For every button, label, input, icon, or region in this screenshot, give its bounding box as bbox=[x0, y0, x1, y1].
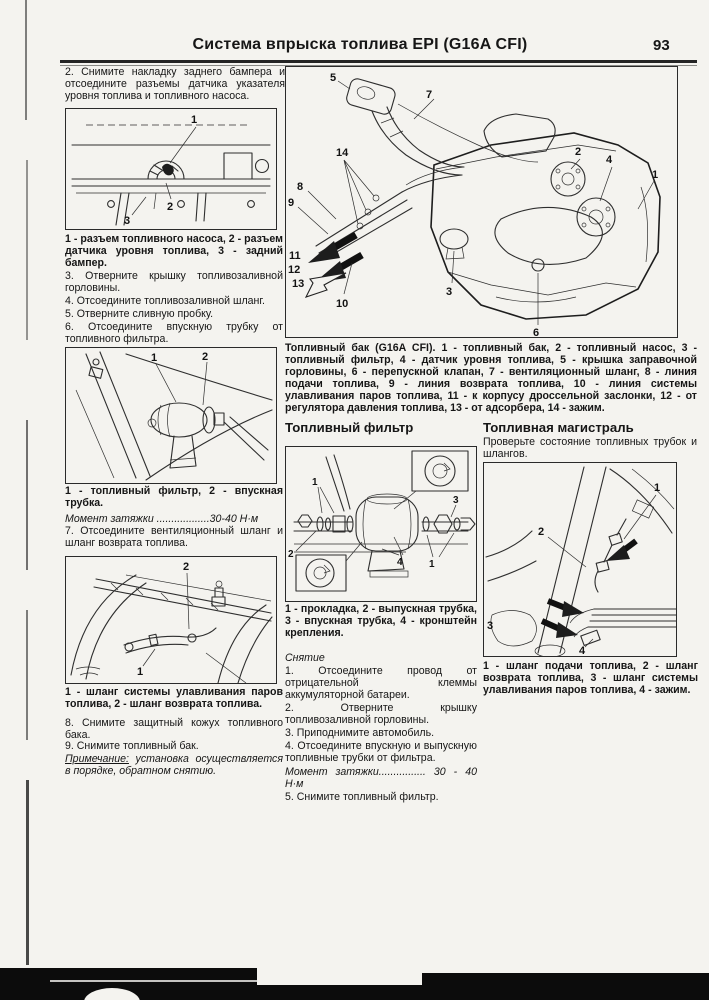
step-7: 7. Отсоедините вентиляционный шланг и шланг возврата топлива. bbox=[65, 525, 283, 550]
callout-label: 10 bbox=[336, 298, 349, 310]
fuel-filter-heading: Топливный фильтр bbox=[285, 420, 414, 435]
callout-label: 3 bbox=[487, 620, 494, 632]
fig-fuel-filter-detail bbox=[285, 446, 477, 602]
callout-label: 7 bbox=[426, 89, 433, 101]
removal-subheading: Снятие bbox=[285, 652, 325, 664]
page-title: Система впрыска топлива EPI (G16A CFI) bbox=[192, 36, 528, 53]
fig-fuel-tank bbox=[285, 66, 678, 338]
callout-label: 2 bbox=[575, 146, 582, 158]
step-8: 8. Снимите защитный кожух топливного бака. bbox=[65, 717, 283, 742]
callout-label: 4 bbox=[397, 557, 403, 568]
callout-label: 2 bbox=[167, 201, 174, 213]
fig-vapor-caption: 1 - шланг системы улавливания паров топлива, 2 - шланг возврата топлива. bbox=[65, 686, 283, 711]
callout-label: 3 bbox=[453, 495, 459, 506]
fig-fuel-filter-side bbox=[65, 347, 277, 484]
callout-label: 5 bbox=[330, 72, 337, 84]
filter-removal-steps bbox=[285, 665, 477, 804]
callout-label: 1 bbox=[137, 666, 144, 678]
fig-rear-bumper bbox=[65, 108, 277, 230]
note-label: Примечание: bbox=[65, 753, 129, 765]
callout-label: 1 bbox=[312, 477, 318, 488]
fuel-line-intro: Проверьте состояние топливных трубок и шлангов. bbox=[483, 436, 697, 461]
callout-label: 6 bbox=[533, 327, 540, 337]
step-2-paragraph: 2. Снимите накладку заднего бампера и отсоедините разъемы датчика указателя уровня топлива и топливного насоса. bbox=[65, 66, 285, 103]
step-5: 5. Отверните сливную пробку. bbox=[65, 308, 214, 321]
binding-line-segment bbox=[26, 610, 28, 740]
torque-note-left: Момент затяжки ..................30-40 Н·м bbox=[65, 513, 259, 525]
callout-label: 4 bbox=[606, 154, 613, 166]
callout-label: 3 bbox=[446, 286, 453, 298]
binding-line-segment bbox=[26, 420, 28, 570]
fig-filter-caption: 1 - топливный фильтр, 2 - впускная трубка. bbox=[65, 485, 283, 510]
torque-note-filter: Момент затяжки................ 30 - 40 Н·м bbox=[285, 765, 477, 790]
callout-label: 3 bbox=[124, 215, 131, 227]
removal-step-3: 3. Приподнимите автомобиль. bbox=[285, 727, 435, 740]
fuel-lines-caption: 1 - шланг подачи топлива, 2 - шланг возврата топлива, 3 - шланг системы улавливания паров топлива, 4 - зажим. bbox=[483, 660, 698, 697]
callout-label: 4 bbox=[579, 645, 586, 656]
callout-label: 2 bbox=[202, 351, 209, 363]
callout-label: 9 bbox=[288, 197, 295, 209]
binding-line-segment bbox=[26, 780, 29, 965]
step-6: 6. Отсоедините впускную трубку от топливного фильтра. bbox=[65, 321, 283, 346]
callout-label: 2 bbox=[538, 526, 545, 538]
scan-white-streak bbox=[50, 980, 350, 982]
binding-line-segment bbox=[26, 160, 28, 340]
callout-label: 2 bbox=[288, 549, 294, 560]
callout-label: 1 bbox=[654, 482, 661, 494]
note-text: установка осуществляется в порядке, обратном снятию. bbox=[65, 753, 283, 778]
header-rule bbox=[60, 60, 697, 63]
removal-step-1: 1. Отсоедините провод от отрицательной клеммы аккумуляторной батареи. bbox=[285, 665, 477, 702]
fuel-tank-caption: Топливный бак (G16A CFI). 1 - топливный бак, 2 - топливный насос, 3 - топливный фильтр, 4 - датчик уровня топлива, 5 - крышка заправочной горловины, 6 - перепускной клапан, 7 - вентиляционный шланг, 8 - линия подачи топлива, 9 - линия возврата топлива, 10 - линия системы улавливания паров топлива, 11 - к корпусу дроссельной заслонки, 12 - от регулятора давления топлива, 13 - от адсорбера, 14 - зажим. bbox=[285, 342, 697, 415]
removal-step-2: 2. Отверните крышку топливозаливной горловины. bbox=[285, 702, 477, 727]
fig-fuel-lines bbox=[483, 462, 677, 657]
callout-label: 2 bbox=[183, 561, 190, 573]
callout-label: 13 bbox=[292, 278, 305, 290]
fig-bumper-caption: 1 - разъем топливного насоса, 2 - разъем датчика уровня топлива, 3 - задний бампер. bbox=[65, 233, 283, 270]
fuel-line-heading: Топливная магистраль bbox=[483, 420, 634, 435]
callout-label: 1 bbox=[151, 352, 158, 364]
step-3: 3. Отверните крышку топливозаливной горловины. bbox=[65, 270, 283, 295]
callout-label: 8 bbox=[297, 181, 304, 193]
removal-step-5: 5. Снимите топливный фильтр. bbox=[285, 790, 439, 803]
removal-step-4: 4. Отсоедините впускную и выпускную топливные трубки от фильтра. bbox=[285, 740, 477, 765]
steps-3-6 bbox=[65, 270, 283, 346]
callout-label: 12 bbox=[288, 264, 301, 276]
step-4: 4. Отсоедините топливозаливной шланг. bbox=[65, 295, 265, 308]
callout-label: 1 bbox=[191, 114, 198, 126]
installation-note bbox=[65, 753, 283, 777]
callout-label: 1 bbox=[429, 559, 435, 570]
step-9: 9. Снимите топливный бак. bbox=[65, 740, 199, 752]
page-number: 93 bbox=[653, 37, 670, 54]
callout-label: 1 bbox=[652, 169, 659, 181]
binding-line-segment bbox=[25, 0, 27, 120]
fig-vapor-hoses bbox=[65, 556, 277, 684]
filter-detail-caption: 1 - прокладка, 2 - выпускная трубка, 3 - впускная трубка, 4 - кронштейн крепления. bbox=[285, 603, 477, 640]
callout-label: 14 bbox=[336, 147, 349, 159]
callout-label: 11 bbox=[289, 250, 301, 262]
